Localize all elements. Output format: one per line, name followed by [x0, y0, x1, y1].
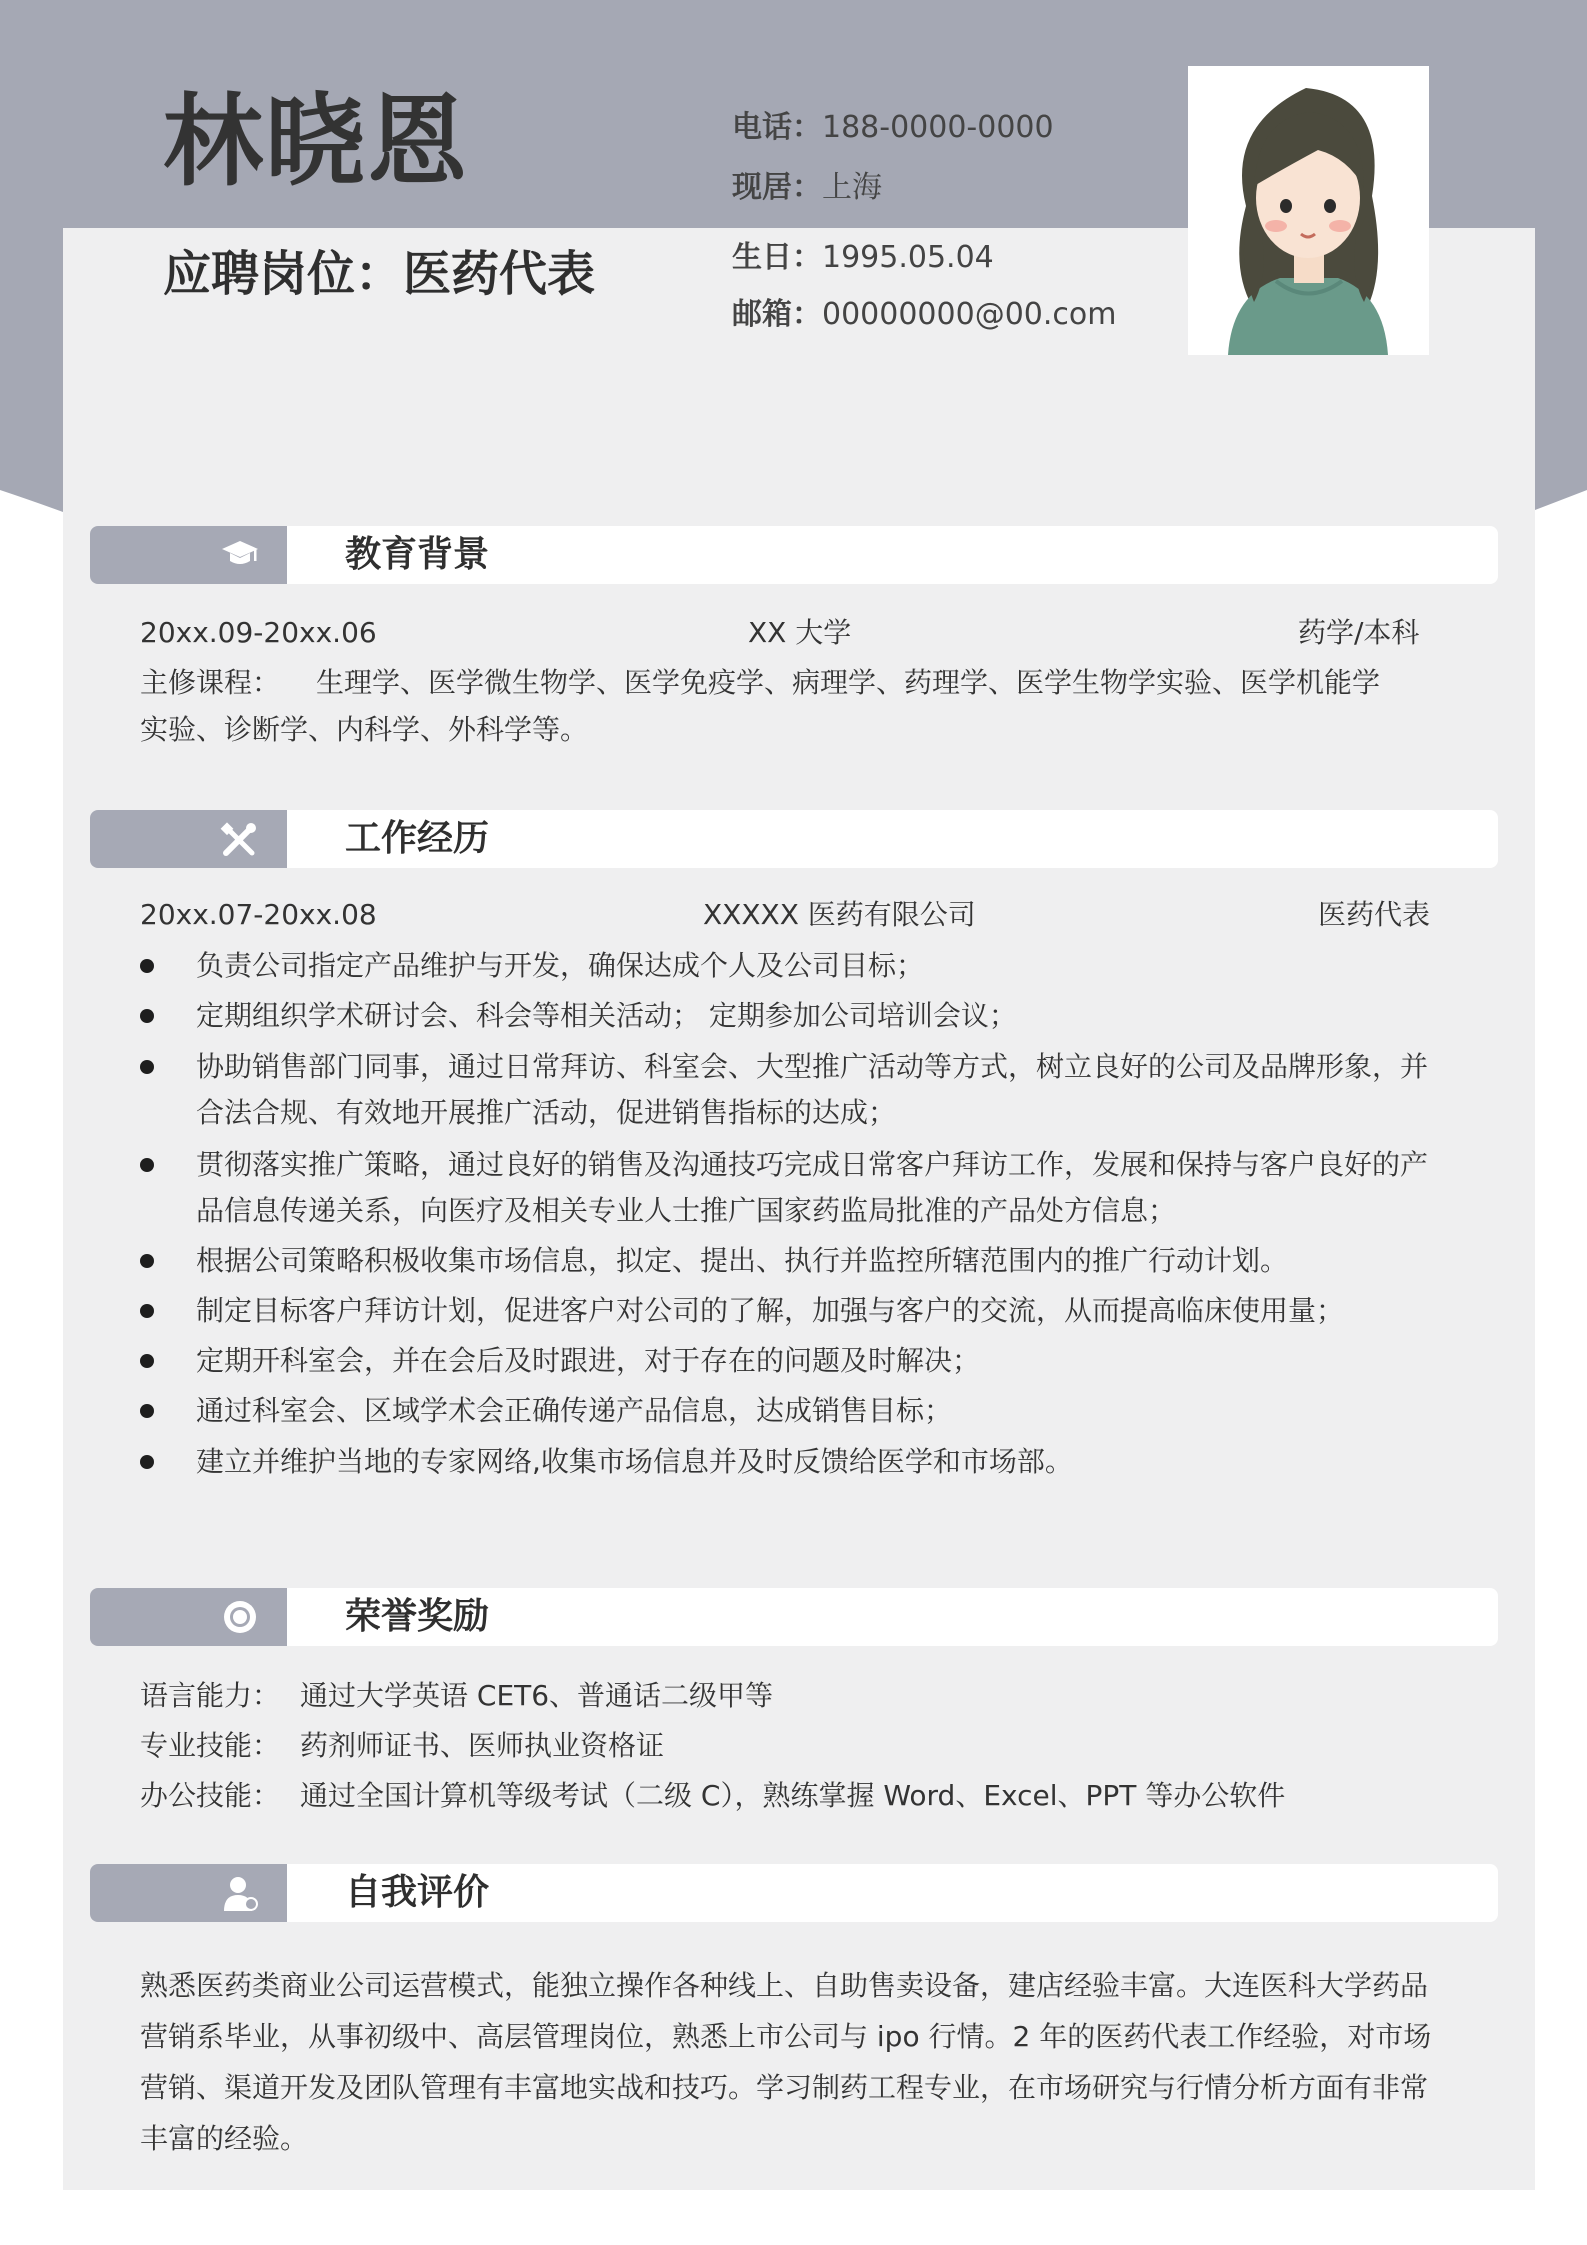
- medal-icon: [220, 1599, 260, 1637]
- work-period: 20xx.07-20xx.08: [140, 898, 377, 931]
- avatar: [1188, 66, 1429, 355]
- section-honors-tab: [90, 1588, 287, 1646]
- self-evaluation-text: 熟悉医药类商业公司运营模式，能独立操作各种线上、自助售卖设备，建店经验丰富。大连医科大学药品营销系毕业，从事初级中、高层管理岗位，熟悉上市公司与 ipo 行情。2 年的医药代表工作经验，对市场营销、渠道开发及团队管理有丰富地实战和技巧。学习制药工程专业，在市场研究与行情分析方面有非常丰富的经验。: [140, 1969, 1432, 2155]
- section-self-tab: [90, 1864, 287, 1922]
- honor-label: 语言能力：: [140, 1679, 281, 1712]
- section-work-header: [90, 810, 1498, 868]
- honor-label: 专业技能：: [140, 1729, 281, 1762]
- honor-value: 药剂师证书、医师执业资格证: [300, 1729, 665, 1762]
- tools-icon: [220, 821, 260, 859]
- section-honors-header: [90, 1588, 1498, 1646]
- section-work-title: 工作经历: [345, 818, 490, 859]
- honor-label: 办公技能：: [140, 1779, 281, 1812]
- section-education-tab: [90, 526, 287, 584]
- section-education-header: [90, 526, 1498, 584]
- graduation-cap-icon: [220, 537, 260, 573]
- honor-value: 通过大学英语 CET6、普通话二级甲等: [300, 1679, 774, 1712]
- contact-birthday: 生日：1995.05.04: [732, 240, 994, 275]
- section-self-title: 自我评价: [345, 1872, 490, 1913]
- education-period: 20xx.09-20xx.06: [140, 616, 377, 649]
- work-company: XXXXX 医药有限公司: [703, 898, 976, 931]
- education-courses-line2: 实验、诊断学、内科学、外科学等。: [140, 713, 589, 746]
- education-courses-line1: 生理学、医学微生物学、医学免疫学、病理学、药理学、医学生物学实验、医学机能学: [316, 666, 1381, 699]
- candidate-name: 林晓恩: [163, 83, 469, 200]
- person-icon: [220, 1875, 260, 1913]
- education-courses-label: 主修课程：: [140, 666, 281, 699]
- honor-value: 通过全国计算机等级考试（二级 C），熟练掌握 Word、Excel、PPT 等办公软件: [300, 1779, 1286, 1812]
- section-education-title: 教育背景: [345, 534, 490, 575]
- contact-email: 邮箱：00000000@00.com: [732, 297, 1117, 332]
- section-self-header: [90, 1864, 1498, 1922]
- education-degree: 药学/本科: [1298, 616, 1420, 649]
- education-school: XX 大学: [748, 616, 852, 649]
- contact-city: 现居：上海: [732, 170, 882, 205]
- contact-phone: 电话：188-0000-0000: [732, 110, 1054, 145]
- job-position: 应聘岗位：医药代表: [163, 246, 596, 302]
- section-honors-title: 荣誉奖励: [345, 1596, 490, 1637]
- section-work-tab: [90, 810, 287, 868]
- work-role: 医药代表: [1318, 898, 1431, 931]
